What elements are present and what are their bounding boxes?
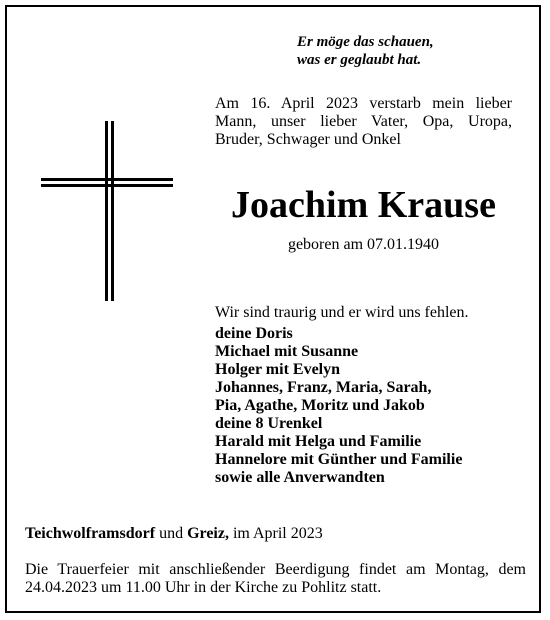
funeral-line: 24.04.2023 um 11.00 Uhr in der Kirche zu Pohlitz statt. bbox=[25, 579, 382, 596]
motto-quote bbox=[297, 33, 434, 69]
mourners-list bbox=[215, 325, 462, 487]
town-name: Teichwolframsdorf bbox=[25, 525, 156, 542]
announcement-line: Bruder, Schwager und Onkel bbox=[215, 131, 401, 148]
mourner-entry: Johannes, Franz, Maria, Sarah, bbox=[215, 379, 432, 396]
mourner-entry: sowie alle Anverwandten bbox=[215, 469, 385, 486]
mourner-entry: Pia, Agathe, Moritz und Jakob bbox=[215, 397, 425, 414]
deceased-name: Joachim Krause bbox=[231, 184, 496, 226]
place-and-date bbox=[25, 525, 323, 543]
mourner-entry: deine Doris bbox=[215, 325, 293, 342]
motto-line: was er geglaubt hat. bbox=[297, 52, 422, 68]
mourner-entry: deine 8 Urenkel bbox=[215, 415, 323, 432]
notice-date: im April 2023 bbox=[228, 525, 323, 542]
birth-date: geboren am 07.01.1940 bbox=[287, 236, 440, 253]
mourner-entry: Michael mit Susanne bbox=[215, 343, 359, 360]
mourner-entry: Harald mit Helga und Familie bbox=[215, 433, 422, 450]
death-announcement bbox=[215, 95, 512, 149]
town-name: Greiz, bbox=[187, 525, 229, 542]
mourner-entry: Holger mit Evelyn bbox=[215, 361, 341, 378]
announcement-line: Mann, unser lieber Vater, Opa, Uropa, bbox=[215, 113, 512, 130]
obituary-notice bbox=[5, 5, 541, 613]
funeral-line: Die Trauerfeier mit anschließender Beerdigung findet am Montag, dem bbox=[25, 561, 526, 578]
funeral-details bbox=[25, 561, 526, 597]
motto-line: Er möge das schauen, bbox=[297, 34, 434, 50]
announcement-line: Am 16. April 2023 verstarb mein lieber bbox=[215, 95, 512, 112]
cross-icon bbox=[41, 121, 173, 301]
mourner-entry: Hannelore mit Günther und Familie bbox=[215, 451, 463, 468]
conjunction: und bbox=[155, 525, 188, 542]
mourning-statement: Wir sind traurig und er wird uns fehlen. bbox=[215, 304, 469, 321]
